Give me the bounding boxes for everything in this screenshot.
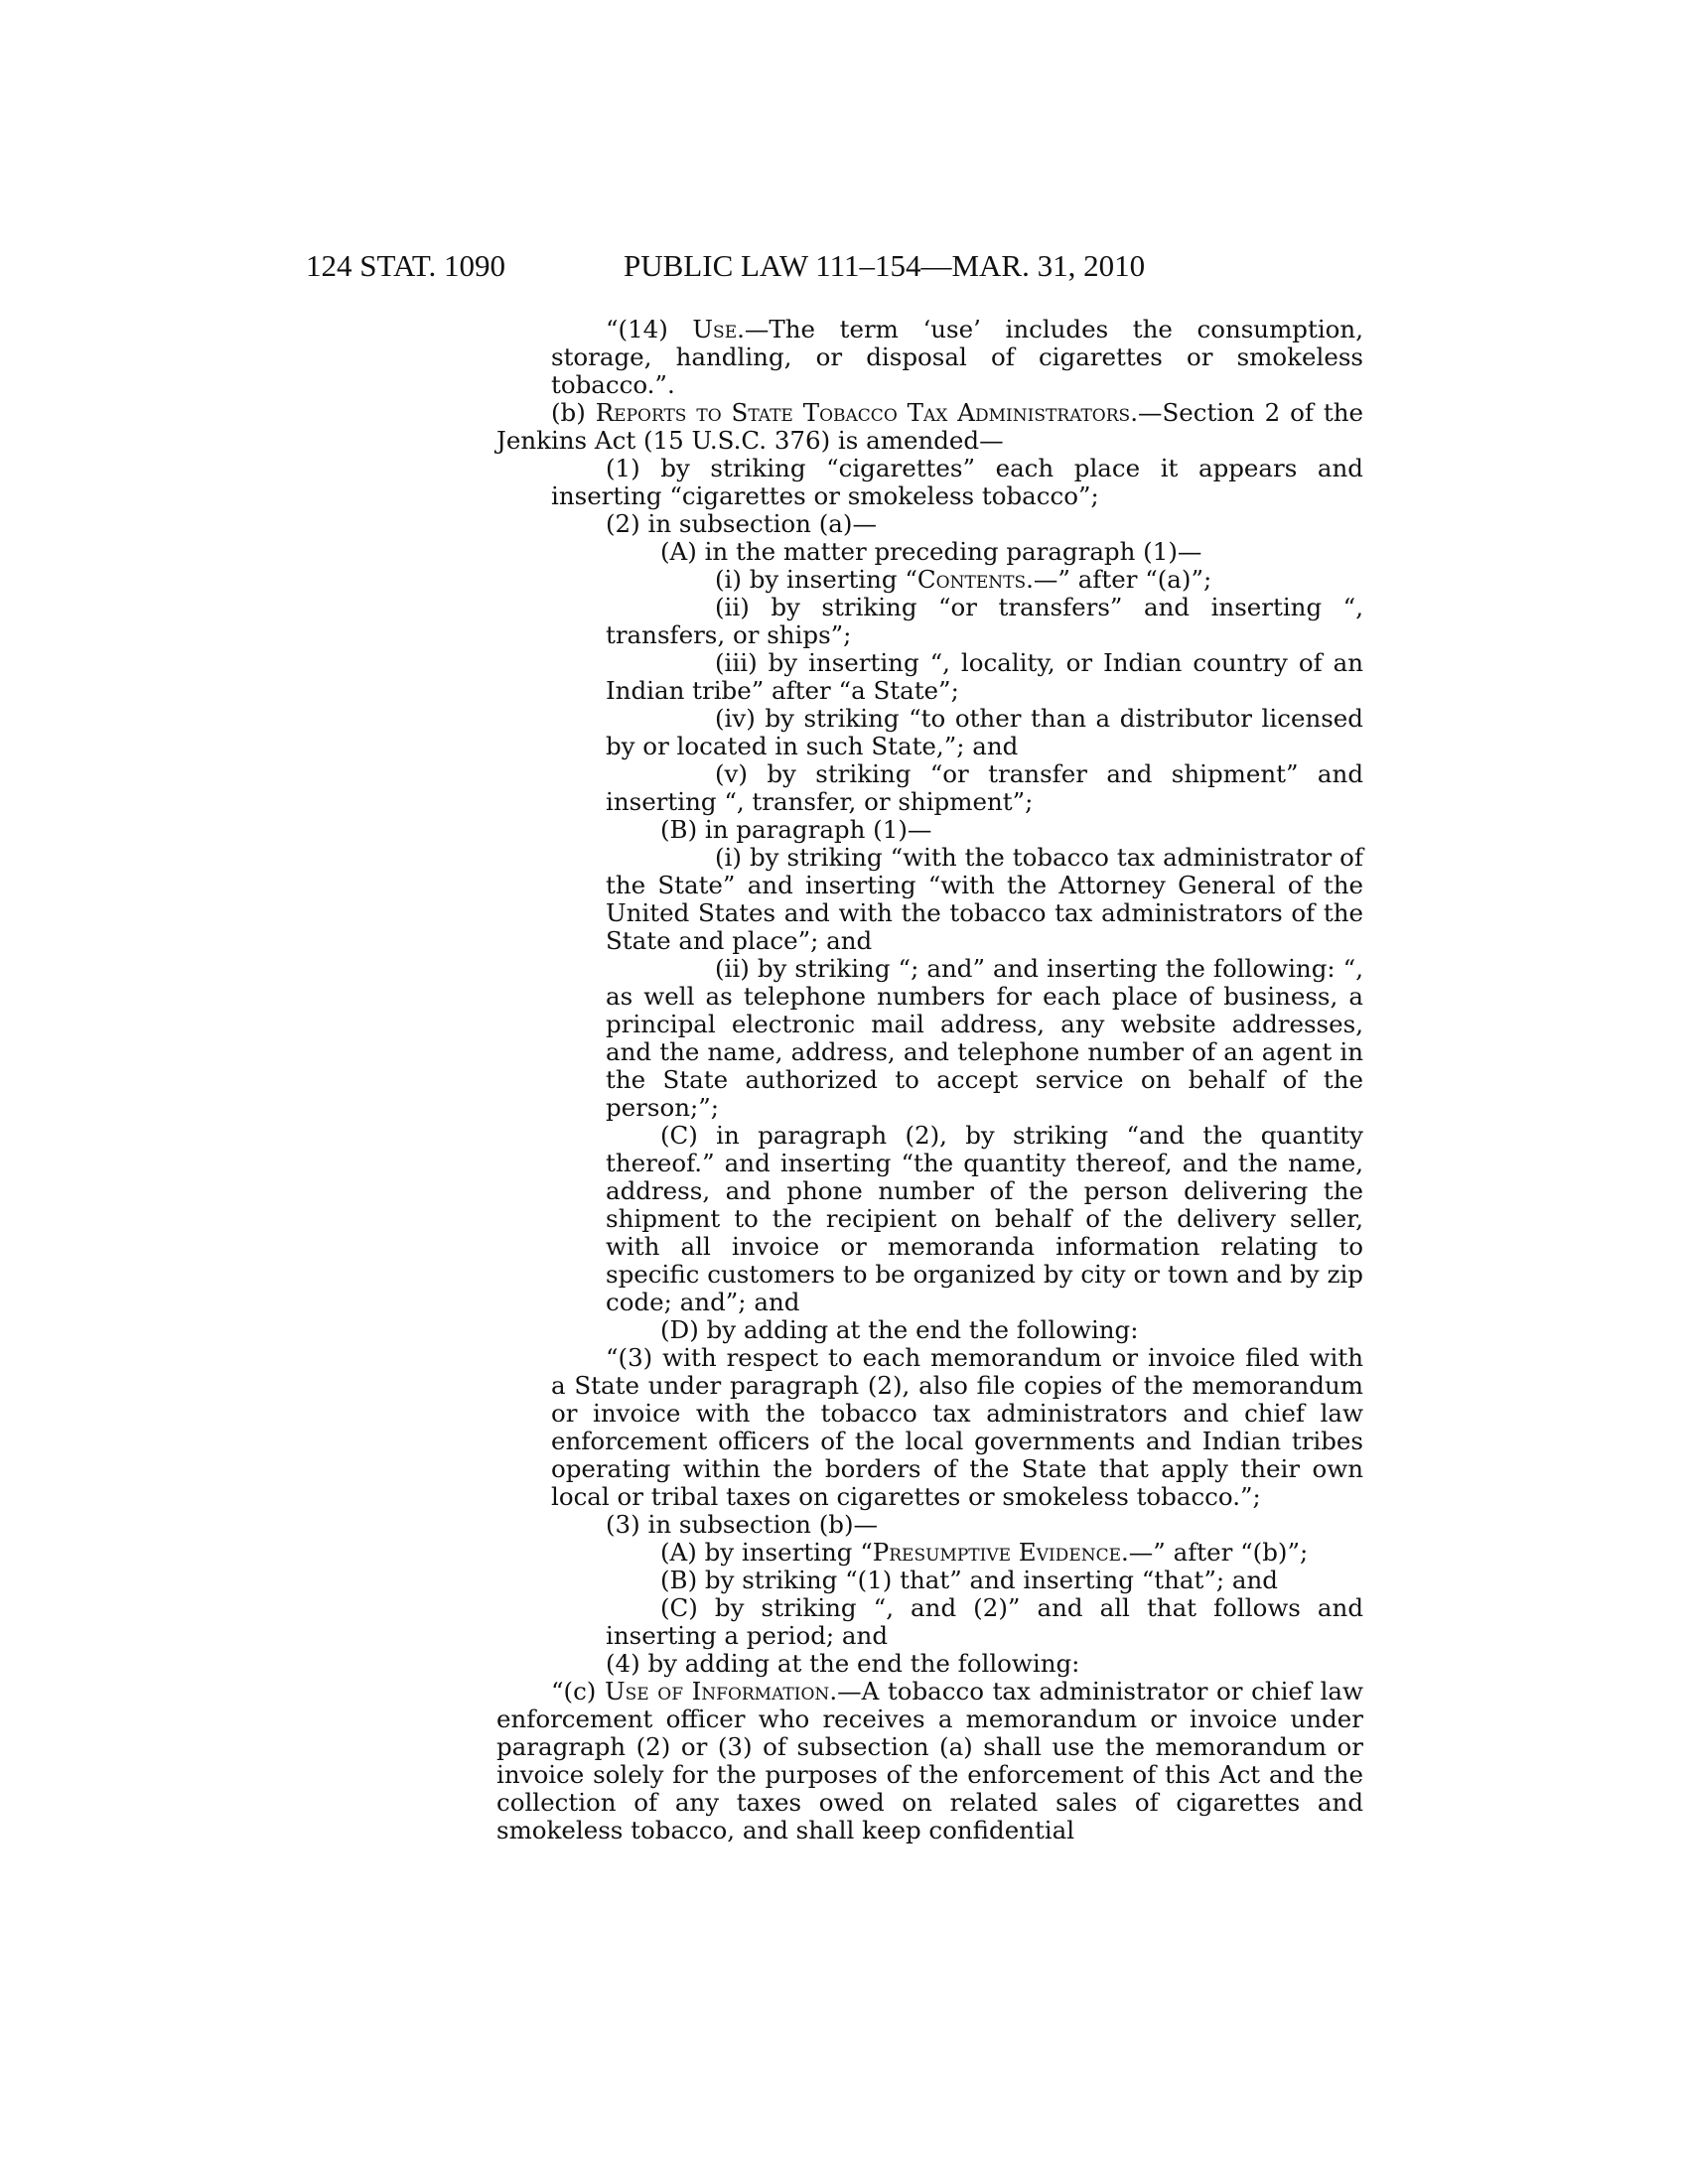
para-i-contents: (i) by inserting “Contents.—” after “(a)”; bbox=[715, 565, 1212, 594]
para-D-adding: (D) by adding at the end the following: bbox=[660, 1315, 1139, 1344]
para-b-reports-heading: (b) Reports to State Tobacco Tax Administrators.—Section 2 of the Jenkins Act (15 U.S.C. 376) is amended— bbox=[496, 398, 1363, 455]
para-iv-distributor: (iv) by striking “to other than a distributor licensed by or located in such State,”; and bbox=[606, 704, 1363, 760]
para-B-ii-telephone: (ii) by striking “; and” and inserting the following: “, as well as telephone numbers for each place of business, a principal electronic mail address, any website addresses, and the name, address, and telephone number of an agent in the State authorized to accept service on behalf of the person;”; bbox=[606, 954, 1363, 1122]
running-header-title: PUBLIC LAW 111–154—MAR. 31, 2010 bbox=[624, 248, 1146, 283]
para-14-use-definition: “(14) Use.—The term ‘use’ includes the consumption, storage, handling, or disposal of cigarettes or smokeless tobacco.”. bbox=[551, 315, 1363, 399]
para-v-shipment: (v) by striking “or transfer and shipment” and inserting “, transfer, or shipment”; bbox=[606, 759, 1363, 816]
para-ii-transfers: (ii) by striking “or transfers” and inserting “, transfers, or ships”; bbox=[606, 593, 1363, 649]
para-2-subsection-a: (2) in subsection (a)— bbox=[606, 509, 877, 538]
para-4-adding: (4) by adding at the end the following: bbox=[606, 1649, 1080, 1678]
para-A-preceding-matter: (A) in the matter preceding paragraph (1)— bbox=[660, 537, 1202, 566]
para-B-paragraph-1: (B) in paragraph (1)— bbox=[660, 815, 932, 844]
para-3-subsection-b: (3) in subsection (b)— bbox=[606, 1510, 879, 1539]
para-B-i-attorney-general: (i) by striking “with the tobacco tax administrator of the State” and inserting “with the Attorney General of the United States and with the tobacco tax administrators of the State and place”; and bbox=[606, 843, 1363, 955]
para-3A-presumptive: (A) by inserting “Presumptive Evidence.—” after “(b)”; bbox=[660, 1538, 1309, 1567]
para-iii-locality: (iii) by inserting “, locality, or Indian country of an Indian tribe” after “a State”; bbox=[606, 648, 1363, 705]
para-c-use-of-information: “(c) Use of Information.—A tobacco tax administrator or chief law enforcement officer who receives a memorandum or invoice under paragraph (2) or (3) of subsection (a) shall use the memorandum or invoice solely for the purposes of the enforcement of this Act and the collection of any taxes owed on related sales of cigarettes and smokeless tobacco, and shall keep confidential bbox=[496, 1677, 1364, 1844]
para-3C-period: (C) by striking “, and (2)” and all that follows and inserting a period; and bbox=[606, 1593, 1363, 1650]
para-3B-that: (B) by striking “(1) that” and inserting “that”; and bbox=[660, 1566, 1278, 1594]
para-3-memorandum: “(3) with respect to each memorandum or invoice filed with a State under paragraph (2), also file copies of the memorandum or invoice with the tobacco tax administrators and chief law enforcement officers of the local governments and Indian tribes operating within the borders of the State that apply their own local or tribal taxes on cigarettes or smokeless tobacco.”; bbox=[551, 1343, 1363, 1511]
para-C-quantity: (C) in paragraph (2), by striking “and the quantity thereof.” and inserting “the quantity thereof, and the name, address, and phone number of the person delivering the shipment to the recipient on behalf of the delivery seller, with all invoice or memoranda information relating to specific customers to be organized by city or town and by zip code; and”; and bbox=[606, 1121, 1363, 1316]
page-stat-citation: 124 STAT. 1090 bbox=[306, 248, 506, 283]
para-1-striking-cigarettes: (1) by striking “cigarettes” each place it appears and inserting “cigarettes or smokeless tobacco”; bbox=[551, 454, 1363, 510]
document-body bbox=[496, 316, 1363, 1844]
